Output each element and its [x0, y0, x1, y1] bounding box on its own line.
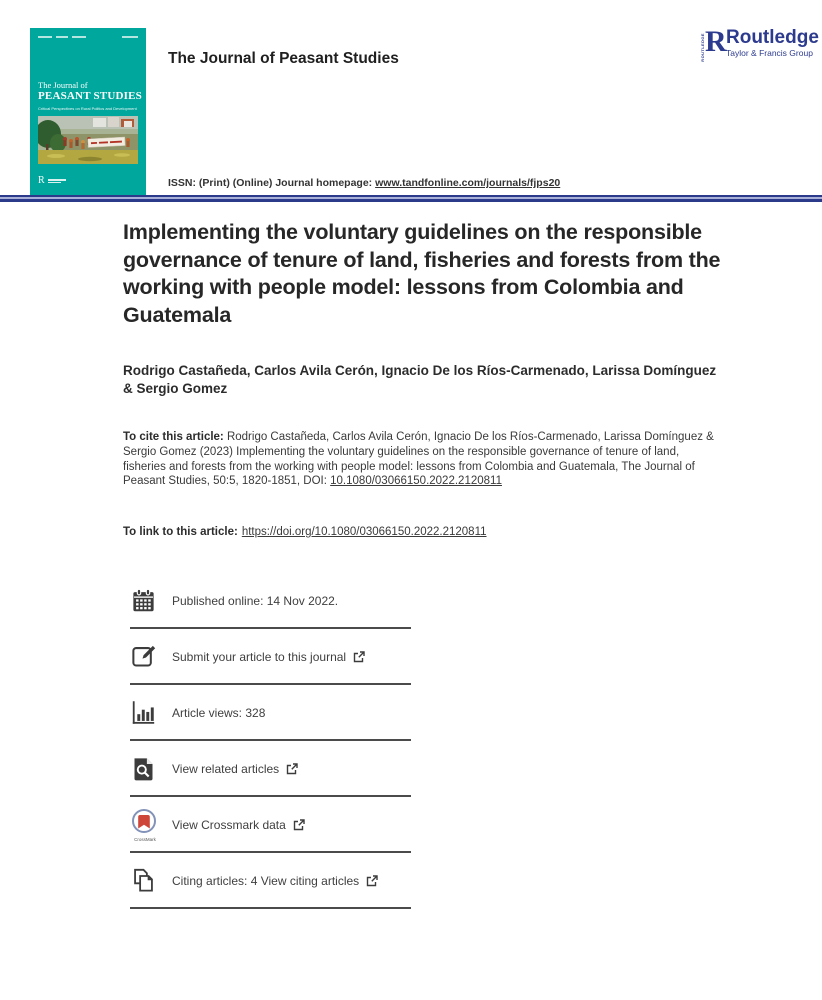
routledge-r-mark: ROUTLEDGE R: [700, 25, 727, 62]
external-link-icon: [366, 875, 378, 887]
citing-articles-icon: [130, 867, 157, 894]
cite-paragraph: [123, 430, 719, 489]
crossmark-caption: CrossMark: [134, 836, 156, 842]
issn-label: ISSN: (Print) (Online) Journal homepage:: [168, 177, 373, 189]
link-paragraph: [123, 526, 487, 538]
divider: [130, 851, 411, 853]
article-doi-link[interactable]: https://doi.org/10.1080/03066150.2022.2120811: [241, 526, 487, 538]
actions-list: [130, 577, 411, 913]
cite-label: To cite this article:: [123, 431, 224, 443]
divider: [130, 627, 411, 629]
divider: [130, 795, 411, 797]
divider: [130, 683, 411, 685]
header-rule: [0, 195, 822, 202]
cite-text: Rodrigo Castañeda, Carlos Avila Cerón, Ignacio De los Ríos-Carmenado, Larissa Domínguez & Sergio Gomez (2023) Implementing the voluntary guidelines on the responsible governance of tenure of land, fisheries and forests from the working with people model: lessons from Colombia and Guatemala, The Journal of Peasant Studies, 50:5, 1820-1851, DOI:: [123, 431, 714, 488]
submit-article-icon: [130, 643, 157, 670]
cover-publisher-mark: R: [38, 176, 66, 186]
link-label: To link to this article:: [123, 526, 238, 538]
routledge-wordmark: Routledge: [726, 27, 819, 48]
action-submit[interactable]: Submit your article to this journal: [130, 633, 411, 680]
action-label: Published online: 14 Nov 2022.: [172, 593, 339, 608]
cover-subtitle: Critical Perspectives on Rural Politics and Development: [38, 106, 137, 111]
issn-line: [168, 177, 560, 189]
article-authors: Rodrigo Castañeda, Carlos Avila Cerón, Ignacio De los Ríos-Carmenado, Larissa Domínguez & Sergio Gomez: [123, 363, 717, 396]
routledge-vertical-text: ROUTLEDGE: [700, 33, 705, 62]
article-title: Implementing the voluntary guidelines on the responsible governance of tenure of land, fisheries and forests from the working with people model: lessons from Colombia and Guatemala: [123, 220, 721, 327]
cite-doi-link[interactable]: 10.1080/03066150.2022.2120811: [330, 475, 502, 488]
cover-art-painting: [38, 116, 138, 164]
calendar-icon: [130, 587, 157, 614]
journal-cover: [30, 28, 146, 196]
related-articles-icon: [130, 755, 157, 782]
action-crossmark[interactable]: CrossMark View Crossmark data: [130, 801, 411, 848]
cover-issue-meta: [38, 36, 138, 39]
action-citing[interactable]: Citing articles: 4 View citing articles: [130, 857, 411, 904]
routledge-logo: [700, 27, 819, 63]
action-related[interactable]: View related articles: [130, 745, 411, 792]
divider: [130, 907, 411, 909]
journal-homepage-link[interactable]: www.tandfonline.com/journals/fjps20: [375, 177, 561, 189]
bar-chart-icon: [130, 699, 157, 726]
routledge-tagline: Taylor & Francis Group: [726, 48, 813, 58]
header-journal-title: The Journal of Peasant Studies: [168, 50, 399, 67]
external-link-icon: [286, 763, 298, 775]
crossmark-icon: [130, 808, 158, 836]
divider: [130, 739, 411, 741]
action-views: Article views: 328: [130, 689, 411, 736]
cover-title-line2: PEASANT STUDIES: [38, 90, 142, 102]
action-published: [130, 577, 411, 624]
external-link-icon: [293, 819, 305, 831]
external-link-icon: [353, 651, 365, 663]
cover-title-line1: The Journal of: [38, 80, 88, 90]
